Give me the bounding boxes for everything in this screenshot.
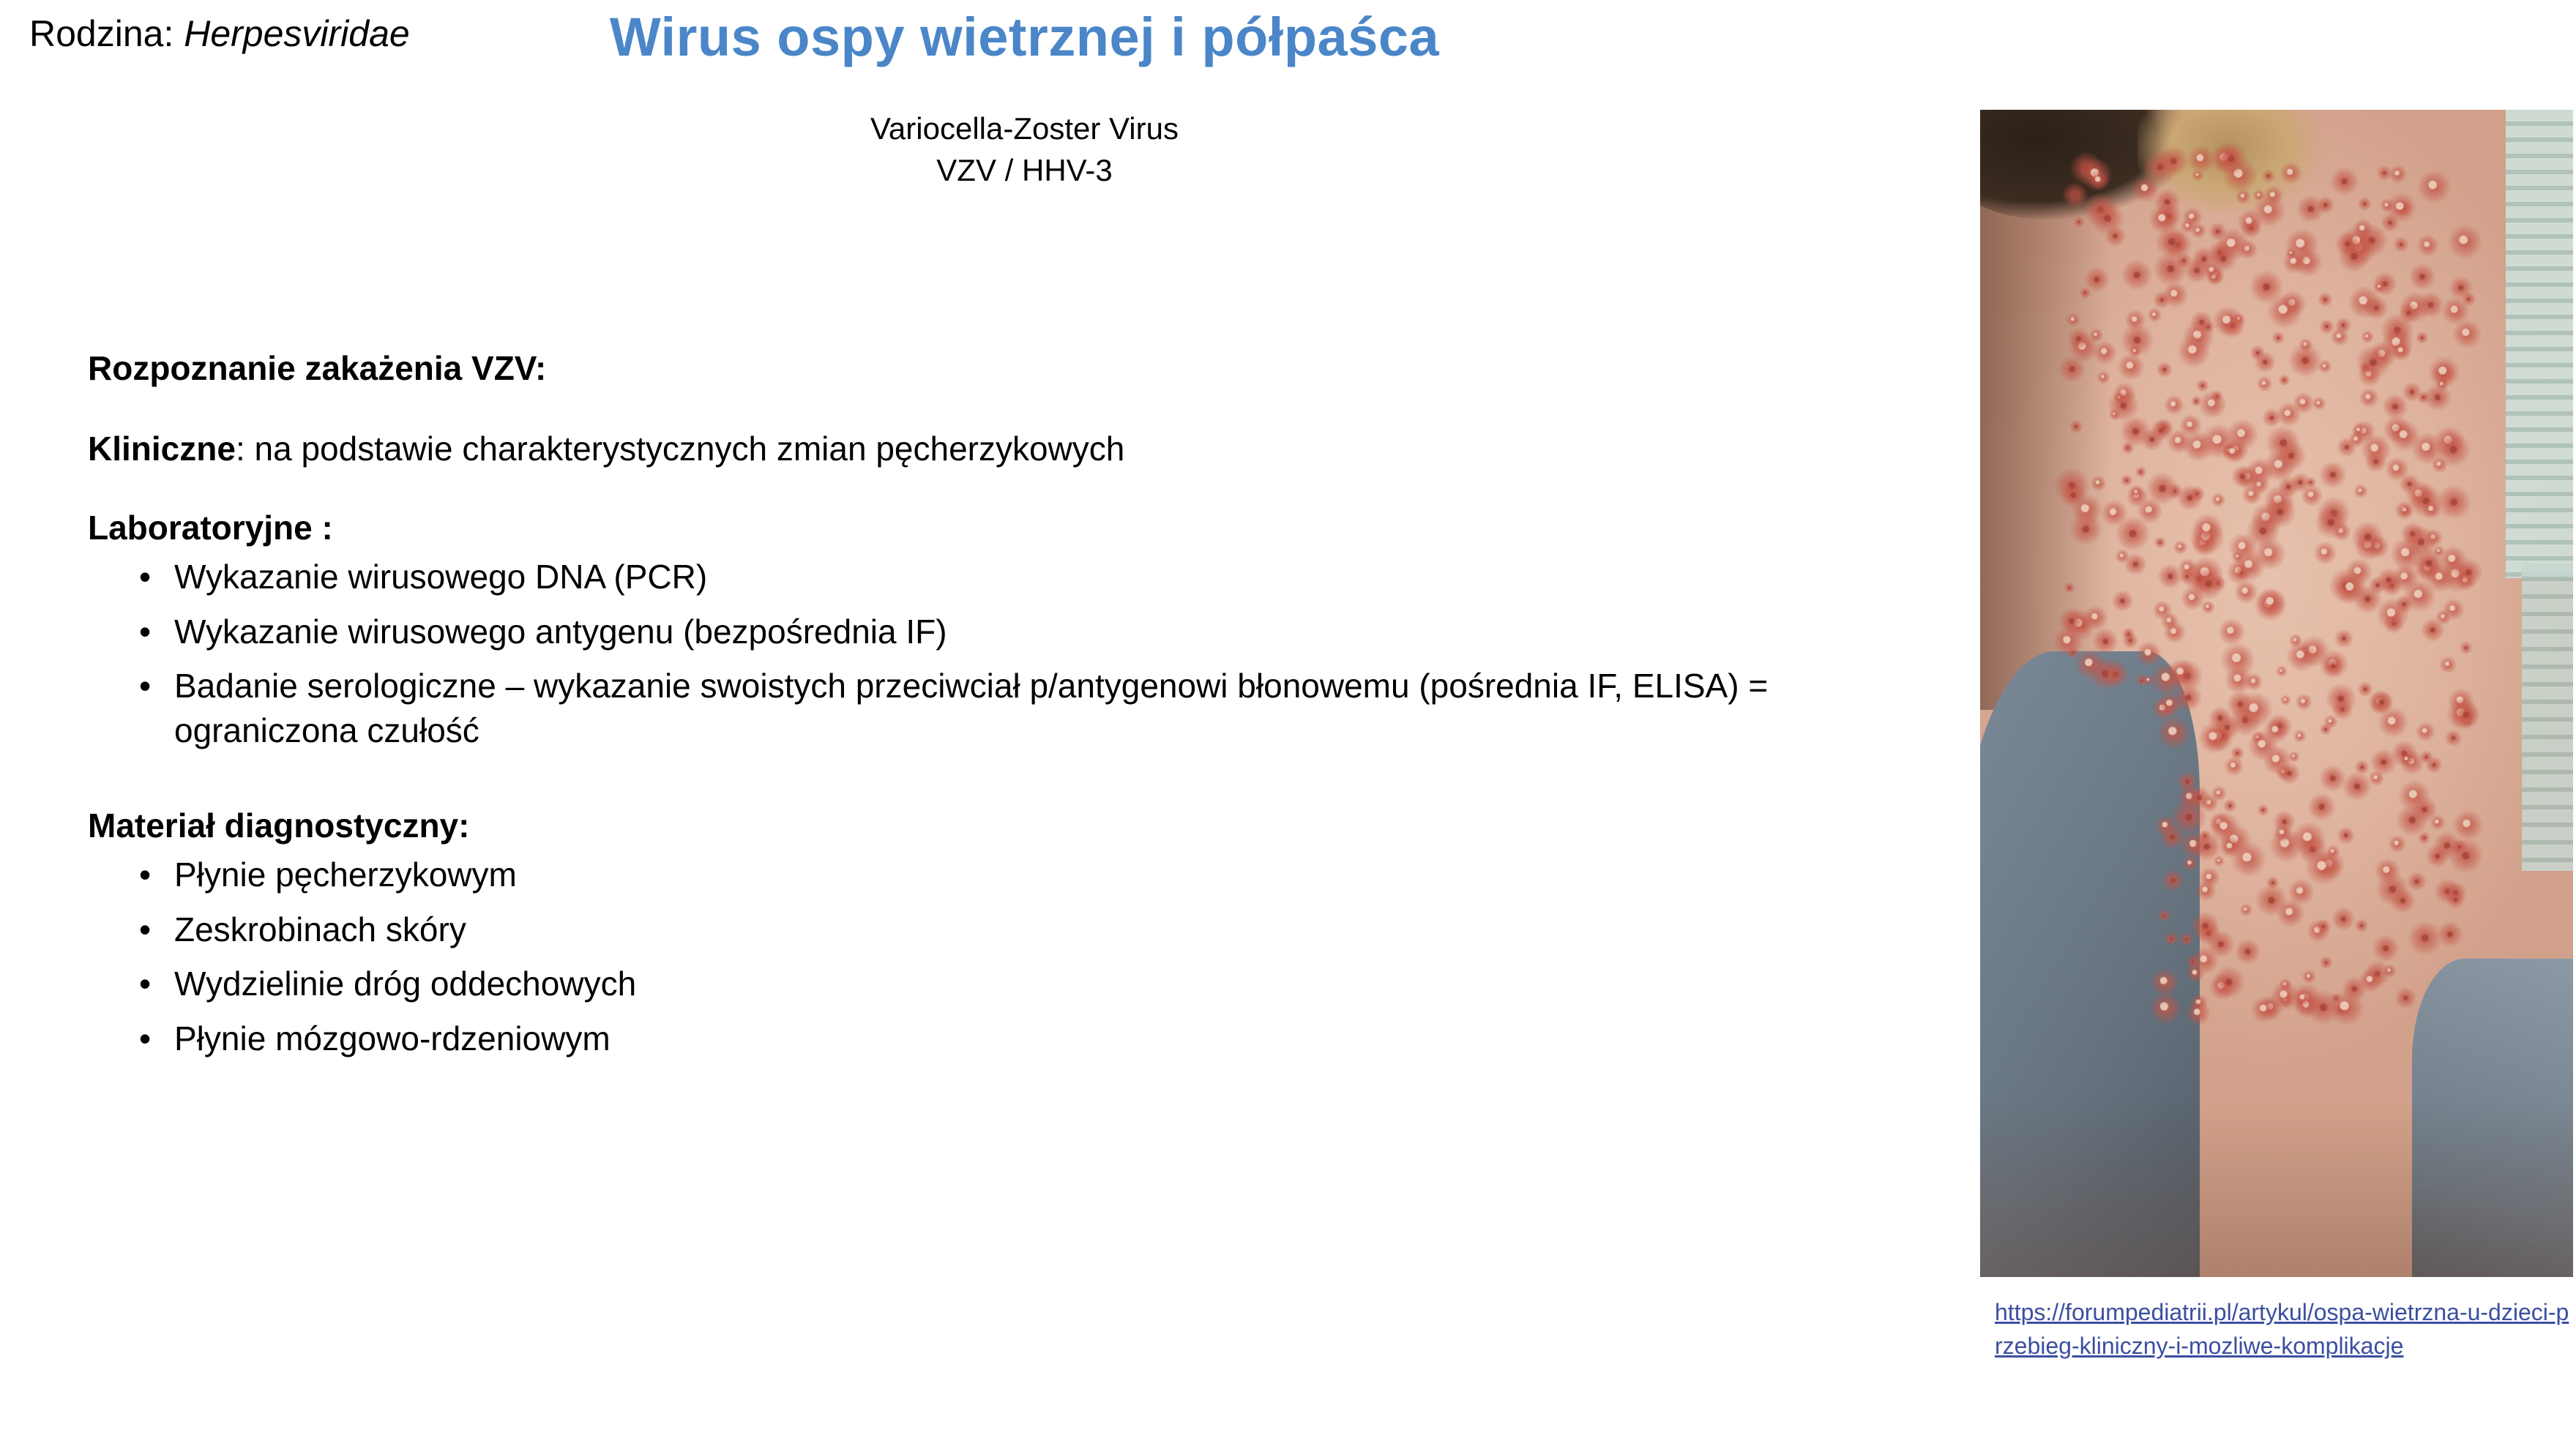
clinical-label: Kliniczne <box>88 430 236 468</box>
list-item-label: Płynie mózgowo-rdzeniowym <box>174 1019 611 1058</box>
bullet-icon: • <box>139 965 152 1003</box>
chickenpox-rash-photo <box>1980 110 2573 1277</box>
list-item-label: Wykazanie wirusowego antygenu (bezpośrednia IF) <box>174 612 947 651</box>
source-link[interactable]: https://forumpediatrii.pl/artykul/ospa-wietrzna-u-dzieci-przebieg-kliniczny-i-mozliwe-komplikacje <box>1995 1299 2569 1360</box>
family-label: Rodzina: <box>29 13 184 54</box>
list-item <box>88 962 1881 1006</box>
family-name: Herpesviridae <box>184 13 410 54</box>
list-item <box>88 610 1881 654</box>
bullet-icon: • <box>139 558 152 596</box>
diagnosis-heading: Rozpoznanie zakażenia VZV: <box>88 349 547 387</box>
clinical-text: : na podstawie charakterystycznych zmian pęcherzykowych <box>235 430 1125 468</box>
spacer <box>88 465 1881 511</box>
body-content <box>88 351 1881 1071</box>
laboratory-list <box>88 555 1881 753</box>
list-item-label: Wykazanie wirusowego DNA (PCR) <box>174 558 708 596</box>
clinical-paragraph <box>88 430 1881 468</box>
spacer <box>88 763 1881 809</box>
list-item-label: Płynie pęcherzykowym <box>174 855 517 894</box>
list-item-label: Badanie serologiczne – wykazanie swoistych przeciwciał p/antygenowi błonowemu (pośrednia IF, ELISA) = ograniczona czułość <box>174 667 1769 750</box>
bullet-icon: • <box>139 1019 152 1058</box>
list-item-label: Wydzielinie dróg oddechowych <box>174 965 637 1003</box>
list-item <box>88 907 1881 952</box>
list-item <box>88 853 1881 897</box>
list-item <box>88 1016 1881 1061</box>
subtitle-line-2: VZV / HHV-3 <box>936 152 1113 187</box>
bullet-icon: • <box>139 667 152 705</box>
list-item <box>88 664 1881 752</box>
material-heading: Materiał diagnostyczny: <box>88 806 470 845</box>
spacer <box>88 385 1881 432</box>
laboratory-heading: Laboratoryjne : <box>88 509 333 547</box>
source-link-container <box>1995 1295 2573 1363</box>
list-item-label: Zeskrobinach skóry <box>174 910 466 948</box>
bullet-icon: • <box>139 910 152 948</box>
bullet-icon: • <box>139 612 152 651</box>
list-item <box>88 555 1881 599</box>
material-list <box>88 853 1881 1061</box>
subtitle-line-1: Variocella-Zoster Virus <box>870 111 1179 146</box>
photo-shadow-bottom <box>1980 1101 2573 1277</box>
page-title: Wirus ospy wietrznej i półpaśca <box>609 7 1440 67</box>
bullet-icon: • <box>139 855 152 894</box>
